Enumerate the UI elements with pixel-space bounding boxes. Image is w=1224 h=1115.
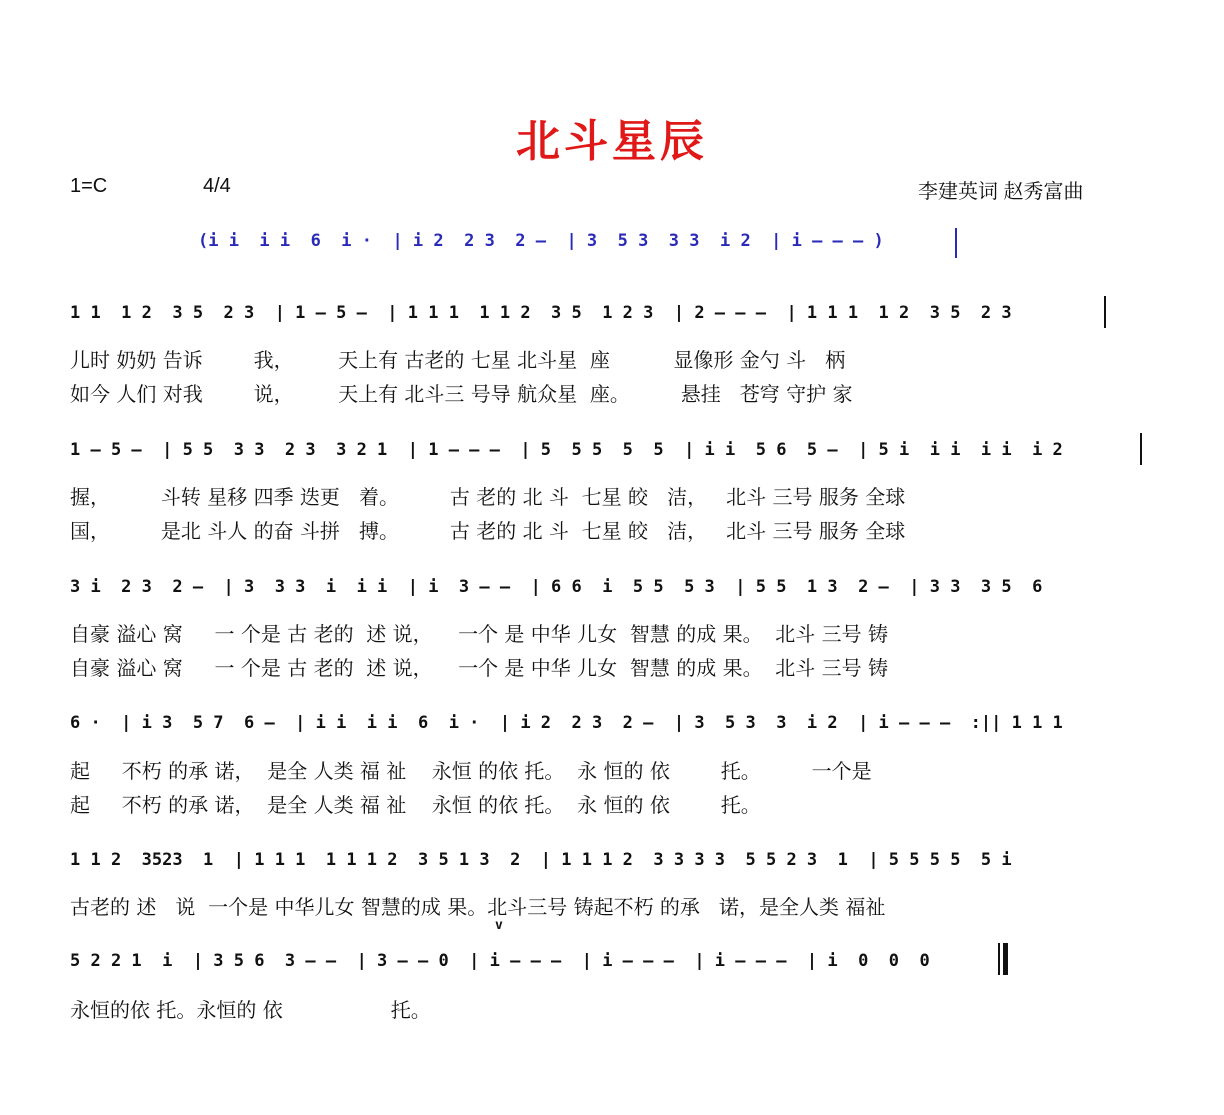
- system-2-end-barline: [1140, 433, 1142, 465]
- final-thick-barline: [1003, 943, 1008, 975]
- system-2-lyrics-verse-1: 握， 斗转 星移 四季 迭更 着。 古 老的 北 斗 七星 皎 洁， 北斗 三号 服务 全球: [70, 485, 906, 509]
- system-5-lyrics: 古老的 述 说 一个是 中华儿女 智慧的成 果。北斗三号 铸起不朽 的承 诺，是全人类 福祉: [70, 895, 886, 919]
- system-4-notes: 6 · | i 3 5 7 6 – | i i i i 6 i · | i 2 2 3 2 – | 3 5 3 3 i 2 | i – – – :|| 1 1 1: [70, 713, 1063, 733]
- system-1-lyrics-verse-2: 如今 人们 对我 说， 天上有 北斗三 号导 航众星 座。 悬挂 苍穹 守护 家: [70, 382, 853, 406]
- system-2-notes: 1 – 5 – | 5 5 3 3 2 3 3 2 1 | 1 – – – | 5 5 5 5 5 | i i 5 6 5 – | 5 i i i i i i 2: [70, 440, 1063, 460]
- system-4-lyrics-verse-1: 起 不朽 的承 诺， 是全 人类 福 祉 永恒 的依 托。 永 恒的 依 托。 一个是: [70, 759, 872, 783]
- system-3-lyrics-verse-1: 自豪 溢心 窝 一 个是 古 老的 述 说， 一个 是 中华 儿女 智慧 的成 果。 北斗 三号 铸: [70, 622, 889, 646]
- final-thin-barline: [998, 943, 1000, 975]
- time-signature: 4/4: [203, 175, 231, 197]
- system-1-lyrics-verse-1: 儿时 奶奶 告诉 我， 天上有 古老的 七星 北斗星 座 显像形 金勺 斗 柄: [70, 348, 846, 372]
- breath-mark: v: [495, 918, 503, 933]
- system-3-notes: 3 i 2 3 2 – | 3 3 3 i i i | i 3 – – | 6 6 i 5 5 5 3 | 5 5 1 3 2 – | 3 3 3 5 6: [70, 577, 1043, 597]
- song-title: 北斗星辰: [516, 116, 708, 167]
- key-signature: 1=C: [70, 175, 108, 197]
- system-6-lyrics: 永恒的依 托。永恒的 依 托。: [70, 998, 431, 1022]
- system-3-lyrics-verse-2: 自豪 溢心 窝 一 个是 古 老的 述 说， 一个 是 中华 儿女 智慧 的成 果。 北斗 三号 铸: [70, 656, 889, 680]
- system-1-end-barline: [1104, 296, 1106, 328]
- intro-end-barline: [955, 228, 957, 258]
- system-4-lyrics-verse-2: 起 不朽 的承 诺， 是全 人类 福 祉 永恒 的依 托。 永 恒的 依 托。: [70, 793, 761, 817]
- credits: 李建英词 赵秀富曲: [918, 181, 1084, 203]
- system-6-notes: 5 2 2 1 i | 3 5 6 3 – – | 3 – – 0 | i – – – | i – – – | i – – – | i 0 0 0: [70, 951, 930, 971]
- intro-notes: (i i i i 6 i · | i 2 2 3 2 – | 3 5 3 3 3 i 2 | i – – – ): [198, 231, 884, 251]
- system-1-notes: 1 1 1 2 3 5 2 3 | 1 – 5 – | 1 1 1 1 1 2 3 5 1 2 3 | 2 – – – | 1 1 1 1 2 3 5 2 3: [70, 303, 1012, 323]
- system-2-lyrics-verse-2: 国， 是北 斗人 的奋 斗拼 搏。 古 老的 北 斗 七星 皎 洁， 北斗 三号 服务 全球: [70, 519, 906, 543]
- system-5-notes: 1 1 2 3523 1 | 1 1 1 1 1 1 2 3 5 1 3 2 | 1 1 1 2 3 3 3 3 5 5 2 3 1 | 5 5 5 5 5 i: [70, 850, 1012, 870]
